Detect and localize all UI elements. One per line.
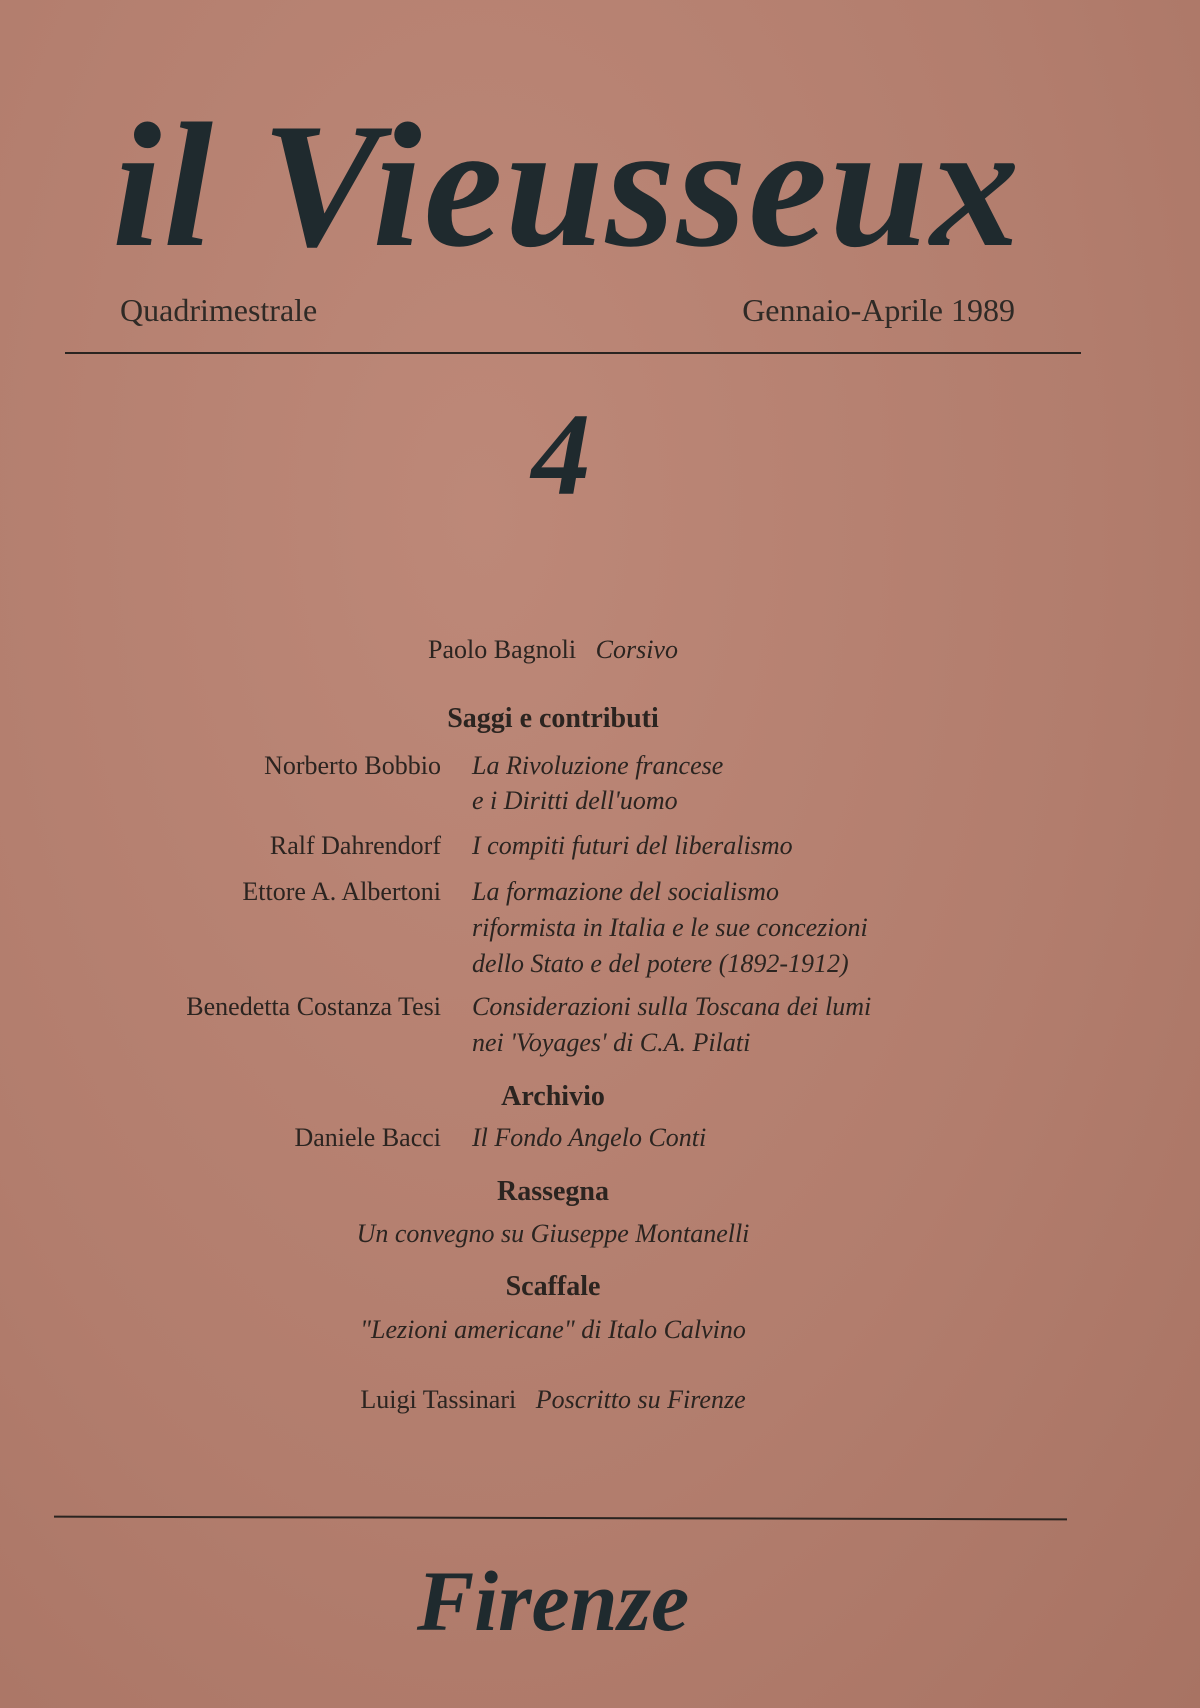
toc-title: La formazione del socialismo [472,877,779,906]
toc-title: Un convegno su Giuseppe Montanelli [356,1219,750,1248]
toc-title: "Lezioni americane" di Italo Calvino [360,1315,746,1344]
magazine-title: il Vieusseux [112,86,1022,284]
toc-title: dello Stato e del potere (1892-1912) [472,949,849,978]
section-heading: Rassegna [496,1176,609,1207]
bottom-divider [54,1516,1067,1521]
toc-author: Benedetta Costanza Tesi [186,992,441,1021]
toc-author: Ettore A. Albertoni [242,877,441,906]
frequency-label: Quadrimestrale [120,292,318,328]
toc-title: Poscritto su Firenze [535,1385,746,1414]
section-heading: Archivio [501,1081,605,1112]
toc-opening [0,635,1106,665]
toc-title: Corsivo [595,635,678,664]
toc-title: riformista in Italia e le sue concezioni [472,913,868,942]
toc-title: La Rivoluzione francese [472,751,724,780]
toc-author: Paolo Bagnoli [428,635,577,664]
toc-author: Luigi Tassinari [360,1385,517,1414]
toc-author: Norberto Bobbio [264,751,441,780]
toc-closing [0,1385,1106,1415]
toc-author: Daniele Bacci [294,1123,441,1152]
section-heading: Saggi e contributi [447,703,659,734]
section-heading: Scaffale [505,1271,601,1302]
toc-title: nei 'Voyages' di C.A. Pilati [472,1028,751,1057]
toc-title: Il Fondo Angelo Conti [472,1123,707,1152]
toc-title: Considerazioni sulla Toscana dei lumi [472,992,872,1021]
toc-author: Ralf Dahrendorf [269,831,441,860]
publication-city: Firenze [416,1553,690,1649]
top-divider [65,352,1081,354]
issue-number: 4 [531,389,591,520]
issue-period: Gennaio-Aprile 1989 [742,292,1015,328]
toc-title: e i Diritti dell'uomo [472,786,678,815]
toc-title: I compiti futuri del liberalismo [472,831,793,860]
